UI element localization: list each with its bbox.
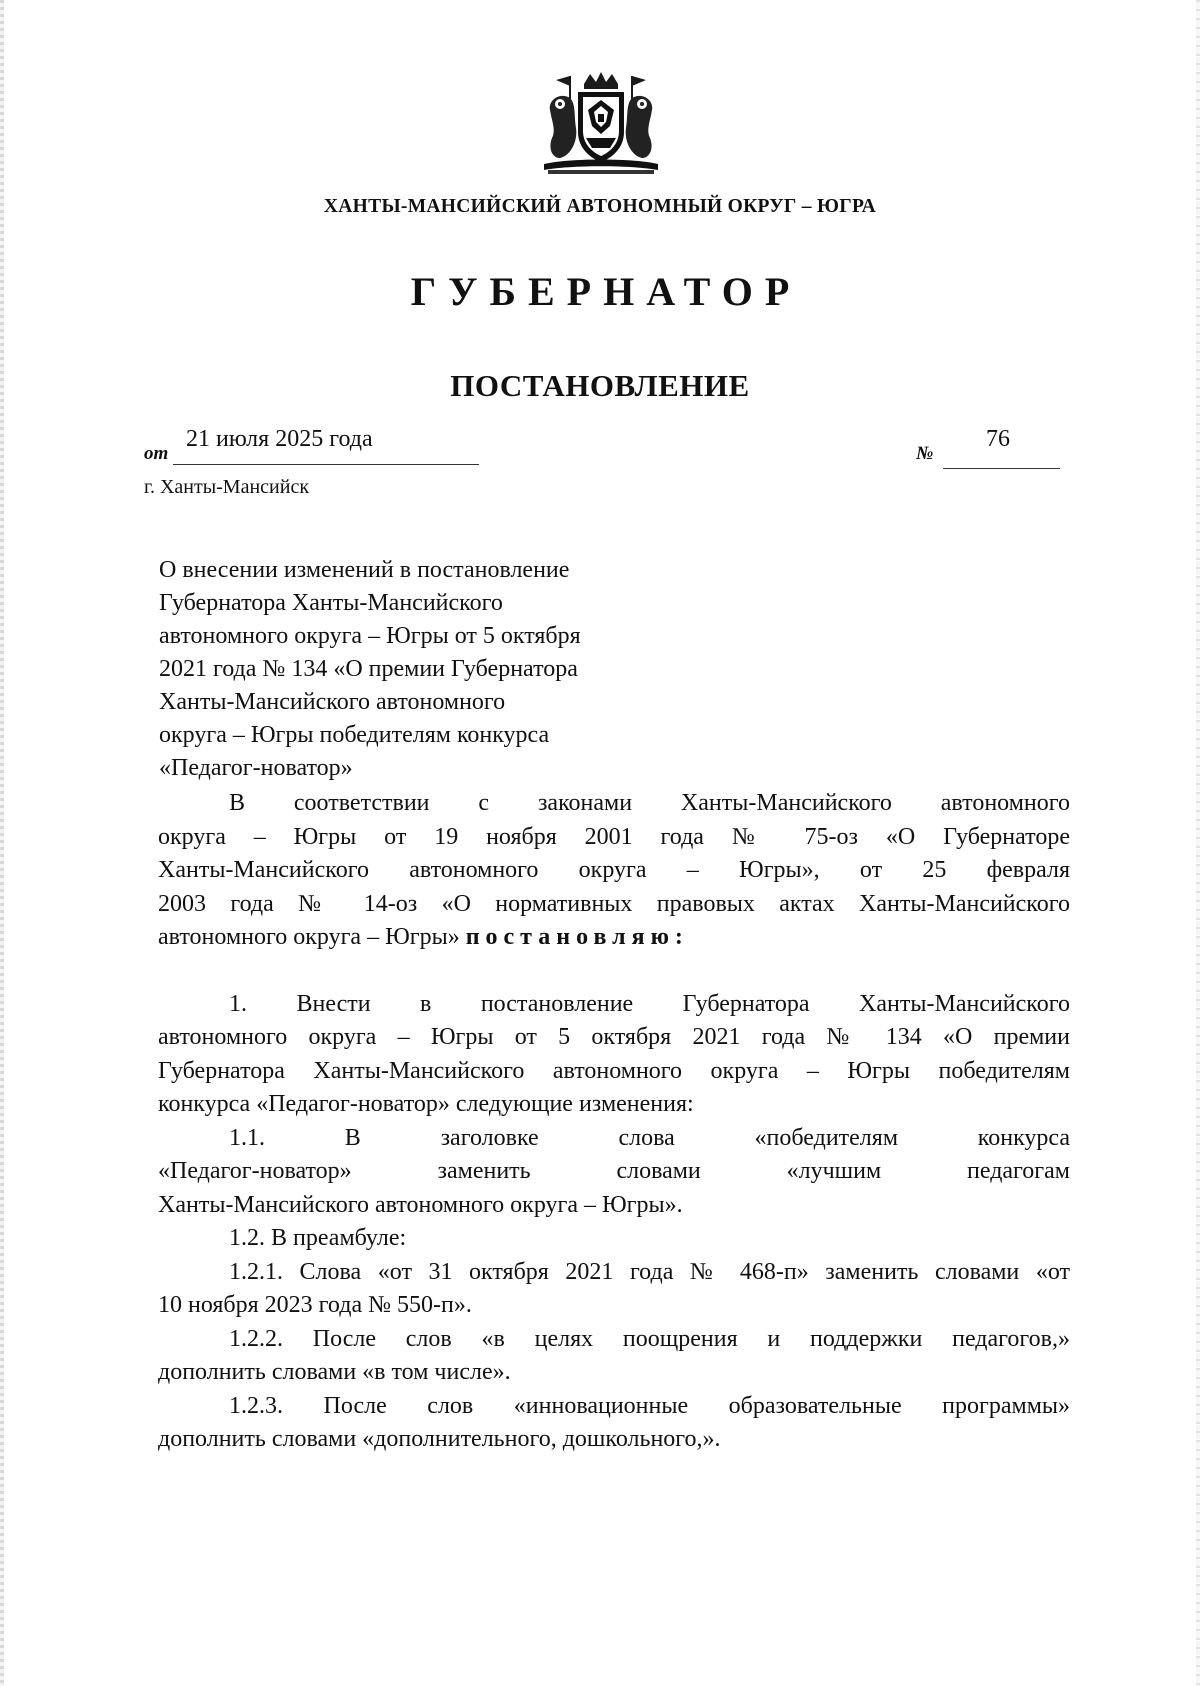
date-label: от: [144, 443, 169, 464]
item-1-line: конкурса «Педагог-новатор» следующие изменения:: [158, 1091, 694, 1117]
subject-line: Ханты-Мансийского автономного: [159, 689, 506, 715]
item-1-2-3-line: 1.2.3. После слов «инновационные образовательные программы»: [229, 1392, 1070, 1419]
item-1-2-line: 1.2. В преамбуле:: [229, 1225, 407, 1251]
item-1-2-2-line: 1.2.2. После слов «в целях поощрения и поддержки педагогов,»: [229, 1325, 1070, 1352]
subject-line: округа – Югры победителям конкурса: [159, 722, 550, 748]
item-1-2-3-line: дополнить словами «дополнительного, дошкольного,».: [158, 1426, 721, 1452]
number-underline: [943, 468, 1060, 469]
coat-of-arms-icon: [540, 70, 662, 176]
item-1-1-line: Ханты-Мансийского автономного округа – Югры».: [158, 1191, 683, 1218]
item-1-1-line: «Педагог-новатор» заменить словами «лучшим педагогам: [158, 1158, 1070, 1184]
item-1-2-2-line: дополнить словами «в том числе».: [158, 1359, 511, 1385]
city-of-issue: г. Ханты-Мансийск: [144, 476, 310, 498]
preamble-line: В соответствии с законами Ханты-Мансийского автономного: [229, 790, 1070, 816]
document-body: [158, 787, 1070, 1457]
preamble-line: Ханты-Мансийского автономного округа – Югры», от 25 февраля: [158, 857, 1070, 883]
item-1-line: автономного округа – Югры от 5 октября 2021 года № 134 «О премии: [158, 1024, 1070, 1050]
governor-title: ГУБЕРНАТОР: [410, 269, 802, 314]
scan-edge-left: [0, 0, 4, 1686]
preamble-last-line: [158, 921, 1070, 955]
subject-line: О внесении изменений в постановление: [159, 557, 570, 583]
item-1-2-1-line: 1.2.1. Слова «от 31 октября 2021 года № 468-п» заменить словами «от: [229, 1258, 1070, 1285]
decree-word: постановляю:: [465, 924, 689, 950]
document-subject: [159, 554, 679, 785]
item-1-line: 1. Внести в постановление Губернатора Ханты-Мансийского: [229, 990, 1070, 1017]
scan-edge-right: [1196, 0, 1200, 1686]
item-1-1-line: 1.1. В заголовке слова «победителям конкурса: [229, 1124, 1070, 1151]
preamble-line: округа – Югры от 19 ноября 2001 года № 75-оз «О Губернаторе: [158, 823, 1070, 850]
document-number: 76: [986, 426, 1010, 452]
number-label: №: [916, 443, 934, 464]
document-date: 21 июля 2025 года: [186, 426, 373, 452]
subject-line: «Педагог-новатор»: [159, 755, 353, 781]
item-1-2-1-line: 10 ноября 2023 года № 550-п».: [158, 1292, 472, 1318]
item-1-line: Губернатора Ханты-Мансийского автономного округа – Югры победителям: [158, 1057, 1070, 1084]
preamble-line: 2003 года № 14-оз «О нормативных правовых актах Ханты-Мансийского: [158, 890, 1070, 917]
preamble-line: автономного округа – Югры»: [158, 924, 466, 950]
date-underline: [173, 464, 479, 465]
paragraph-gap: [158, 955, 1070, 988]
subject-line: Губернатора Ханты-Мансийского: [159, 590, 503, 616]
subject-line: 2021 года № 134 «О премии Губернатора: [159, 656, 578, 682]
subject-line: автономного округа – Югры от 5 октября: [159, 623, 581, 649]
document-type: ПОСТАНОВЛЕНИЕ: [450, 368, 750, 403]
region-title: ХАНТЫ-МАНСИЙСКИЙ АВТОНОМНЫЙ ОКРУГ – ЮГРА: [323, 196, 877, 217]
